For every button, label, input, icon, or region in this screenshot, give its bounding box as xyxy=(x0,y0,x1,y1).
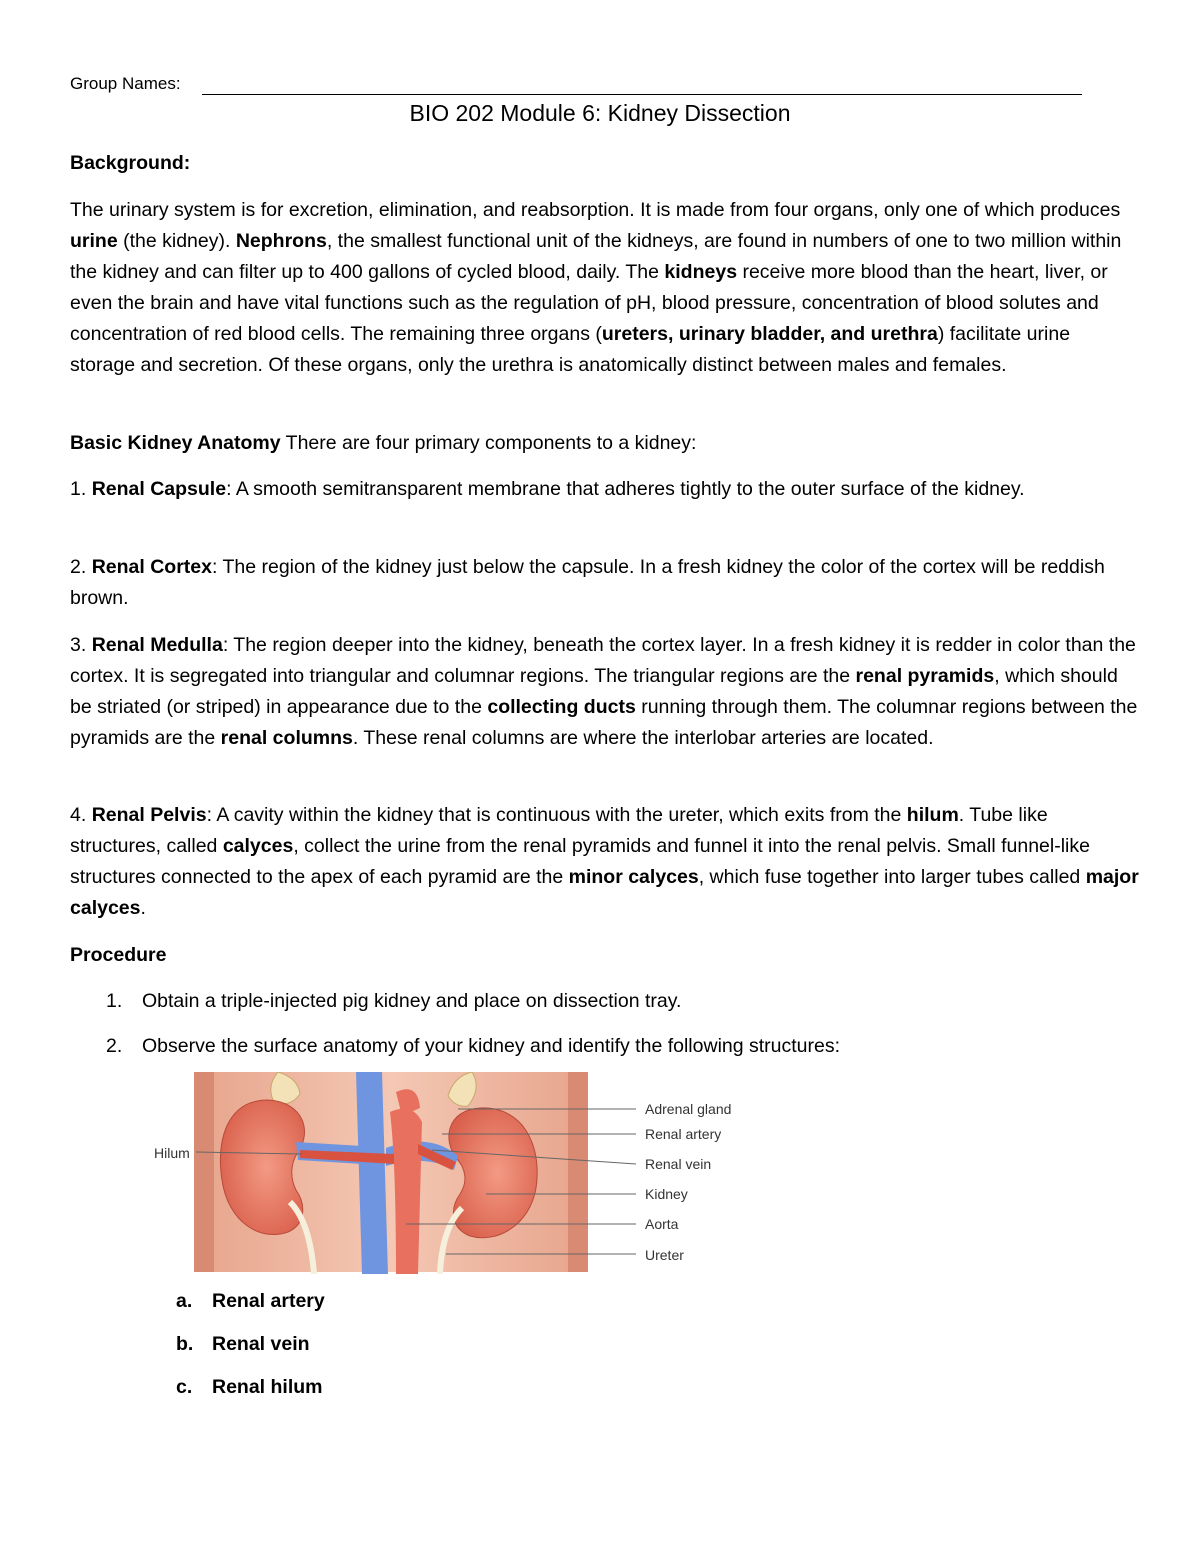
anatomy-item-renal-pelvis: 4. Renal Pelvis: A cavity within the kidney that is continuous with the ureter, which exits from the hilum. Tube like structures, called calyces, collect the urine from the renal pyramids and funnel it into the renal pelvis. Small funnel-like structures connected to the apex of each pyramid are the minor calyces, which fuse together into larger tubes called major calyces. xyxy=(70,804,1139,919)
procedure-step: 1. Obtain a triple-injected pig kidney and place on dissection tray. xyxy=(106,990,682,1012)
procedure-step: 2. Observe the surface anatomy of your kidney and identify the following structures: xyxy=(106,1035,841,1057)
structure-item: c. Renal hilum xyxy=(176,1376,323,1398)
kidney-anatomy-figure xyxy=(150,1072,770,1274)
anatomy-item-renal-capsule: 1. Renal Capsule: A smooth semitransparent membrane that adheres tightly to the outer surface of the kidney. xyxy=(70,478,1025,500)
label-ureter: Ureter xyxy=(645,1247,684,1263)
procedure-heading: Procedure xyxy=(70,944,167,966)
anatomy-item-renal-cortex: 2. Renal Cortex: The region of the kidney just below the capsule. In a fresh kidney the color of the cortex will be reddish brown. xyxy=(70,556,1105,609)
label-renal-vein: Renal vein xyxy=(645,1156,712,1172)
label-adrenal-gland: Adrenal gland xyxy=(645,1101,732,1117)
label-renal-artery: Renal artery xyxy=(645,1126,722,1142)
anatomy-intro: Basic Kidney Anatomy There are four primary components to a kidney: xyxy=(70,432,697,454)
background-paragraph: The urinary system is for excretion, elimination, and reabsorption. It is made from four organs, only one of which produces urine (the kidney). Nephrons, the smallest functional unit of the kidneys, are found in numbers of one to two million within the kidney and can filter up to 400 gallons of cycled blood, daily. The kidneys receive more blood than the heart, liver, or even the brain and have vital functions such as the regulation of pH, blood pressure, concentration of blood solutes and concentration of red blood cells. The remaining three organs (ureters, urinary bladder, and urethra) facilitate urine storage and secretion. Of these organs, only the urethra is anatomically distinct between males and females. xyxy=(70,199,1122,376)
background-heading: Background: xyxy=(70,152,191,174)
label-kidney: Kidney xyxy=(645,1186,688,1202)
document-title: BIO 202 Module 6: Kidney Dissection xyxy=(409,100,791,126)
group-names-label: Group Names: xyxy=(70,74,181,93)
structure-item: a. Renal artery xyxy=(176,1290,325,1312)
anatomy-item-renal-medulla: 3. Renal Medulla: The region deeper into the kidney, beneath the cortex layer. In a fresh kidney it is redder in color than the cortex. It is segregated into triangular and columnar regions. The triangular regions are the renal pyramids, which should be striated (or striped) in appearance due to the collecting ducts running through them. The columnar regions between the pyramids are the renal columns. These renal columns are where the interlobar arteries are located. xyxy=(70,634,1138,749)
label-aorta: Aorta xyxy=(645,1216,679,1232)
group-names-blank-line[interactable] xyxy=(202,94,1082,95)
label-hilum: Hilum xyxy=(154,1145,190,1161)
structure-item: b. Renal vein xyxy=(176,1333,310,1355)
